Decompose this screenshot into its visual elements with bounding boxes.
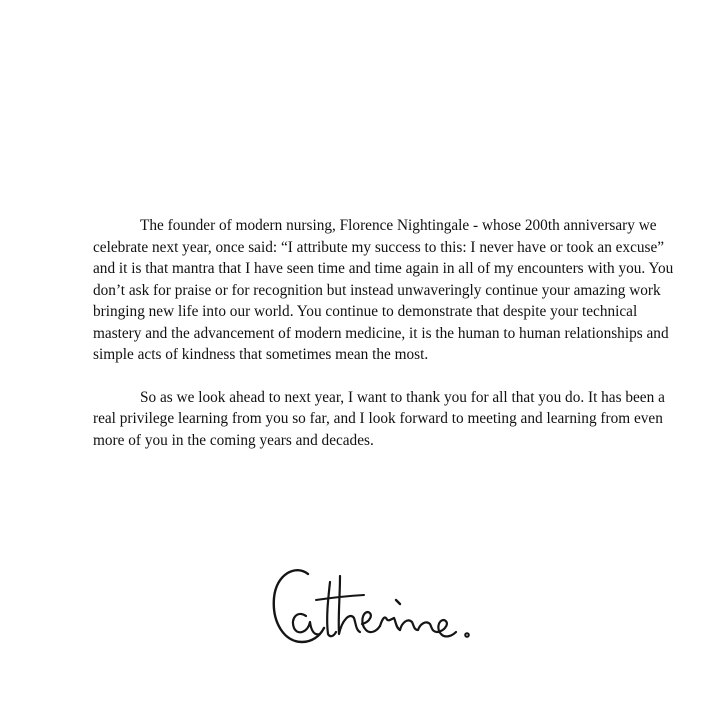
paragraph-nightingale-quote: The founder of modern nursing, Florence Nightingale - whose 200th anniversary we celebrate next year, once said: “I attribute my success to this: I never have or took an excuse” and it is that mantra that I have seen time and time again in all of my encounters with you. You don’t ask for praise or for recognition but instead unwaveringly continue your amazing work bringing new life into our world. You continue to demonstrate that despite your technical mastery and the advancement of modern medicine, it is the human to human relationships and simple acts of kindness that sometimes mean the most. (93, 217, 674, 363)
signature-drawing (268, 560, 483, 655)
handwritten-signature (268, 560, 483, 655)
paragraph-thank-you: So as we look ahead to next year, I want to thank you for all that you do. It has been a real privilege learning from you so far, and I look forward to meeting and learning from even more of you in the coming years and decades. (93, 388, 665, 449)
letter-body (93, 215, 683, 451)
